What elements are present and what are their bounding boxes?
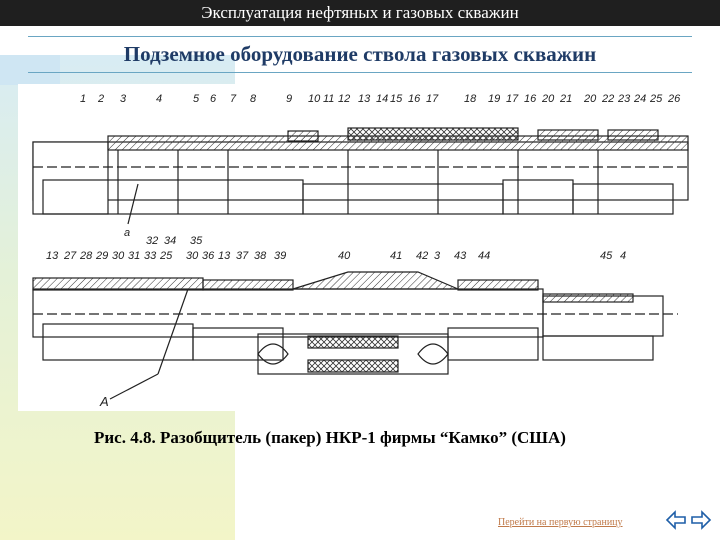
bottom-label: 34 (164, 235, 177, 247)
top-label: 4 (156, 93, 163, 105)
figure-caption: Рис. 4.8. Разобщитель (пакер) НКР-1 фирмы “Камко” (США) (94, 428, 566, 447)
top-label: 25 (650, 93, 663, 105)
bottom-label: 38 (254, 250, 267, 262)
bottom-label: 35 (190, 235, 203, 247)
top-label: 15 (390, 93, 403, 105)
bottom-label: 42 (416, 250, 429, 262)
bottom-label: 37 (236, 250, 249, 262)
label-section-a: A (100, 394, 109, 409)
top-label: 26 (668, 93, 681, 105)
bottom-assembly (33, 272, 678, 399)
bottom-label: 13 (218, 250, 231, 262)
top-label: 17 (506, 93, 519, 105)
top-assembly (33, 128, 688, 224)
top-labels (80, 93, 681, 239)
top-label: 14 (376, 93, 389, 105)
label-a: a (124, 227, 131, 239)
top-label: 17 (426, 93, 439, 105)
bottom-label: 13 (46, 250, 59, 262)
top-label: 20 (542, 93, 555, 105)
top-label: 1 (80, 93, 87, 105)
bottom-label: 33 (144, 250, 157, 262)
bottom-label: 45 (600, 250, 613, 262)
header-bar (0, 0, 720, 26)
top-label: 24 (634, 93, 647, 105)
top-label: 22 (602, 93, 615, 105)
bottom-label: 29 (96, 250, 109, 262)
top-label: 8 (250, 93, 257, 105)
bottom-label: 41 (390, 250, 403, 262)
top-label: 7 (230, 93, 237, 105)
bottom-label: 27 (64, 250, 77, 262)
bottom-label: 40 (338, 250, 351, 262)
bottom-labels (46, 235, 626, 409)
bottom-label: 3 (434, 250, 441, 262)
bottom-label: 44 (478, 250, 491, 262)
packer-drawing (18, 84, 693, 411)
top-label: 19 (488, 93, 501, 105)
top-label: 13 (358, 93, 371, 105)
top-label: 10 (308, 93, 321, 105)
header-title: Эксплуатация нефтяных и газовых скважин (201, 3, 519, 22)
bottom-label: 4 (620, 250, 627, 262)
bottom-label: 43 (454, 250, 467, 262)
top-label: 21 (560, 93, 573, 105)
top-label: 20 (584, 93, 597, 105)
arrow-right-icon[interactable] (690, 509, 712, 531)
arrow-left-icon[interactable] (665, 509, 687, 531)
top-label: 5 (193, 93, 200, 105)
bottom-label: 25 (160, 250, 173, 262)
top-label: 6 (210, 93, 217, 105)
top-label: 23 (618, 93, 631, 105)
top-label: 16 (408, 93, 421, 105)
bottom-label: 32 (146, 235, 159, 247)
bottom-label: 31 (128, 250, 141, 262)
top-label: 16 (524, 93, 537, 105)
first-page-link[interactable]: Перейти на первую страницу (498, 517, 623, 528)
top-label: 3 (120, 93, 127, 105)
top-label: 9 (286, 93, 293, 105)
bottom-label: 36 (202, 250, 215, 262)
page-title: Подземное оборудование ствола газовых скважин (123, 42, 597, 66)
bottom-label: 30 (186, 250, 199, 262)
top-label: 12 (338, 93, 351, 105)
bottom-label: 39 (274, 250, 287, 262)
divider-bottom (28, 72, 692, 73)
top-label: 2 (98, 93, 105, 105)
top-label: 11 (323, 93, 335, 105)
top-label: 18 (464, 93, 477, 105)
bottom-label: 28 (80, 250, 93, 262)
bottom-label: 30 (112, 250, 125, 262)
divider-top (28, 36, 692, 37)
